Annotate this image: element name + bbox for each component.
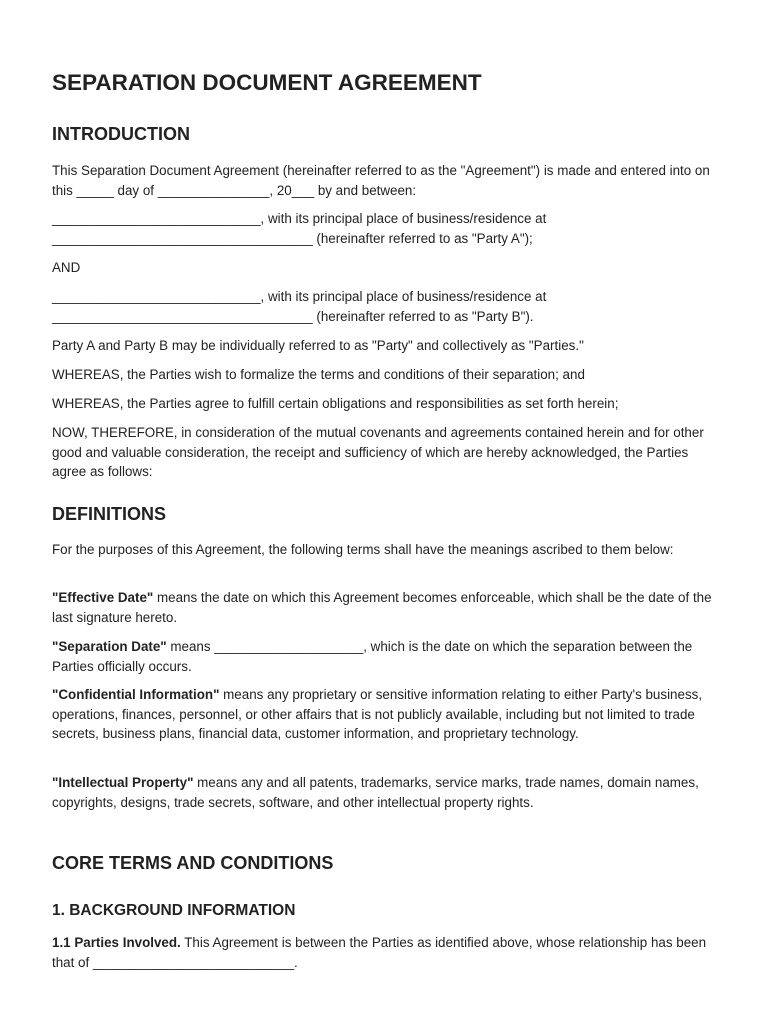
party-b-address-line: ____________________________, with its principal place of business/residence at <box>52 289 547 304</box>
clause-1-1-parties-involved <box>52 933 720 972</box>
introduction-heading: INTRODUCTION <box>52 124 190 144</box>
section-1-heading: 1. BACKGROUND INFORMATION <box>52 902 296 919</box>
definition-term: "Separation Date" <box>52 639 167 654</box>
definitions-intro-paragraph: For the purposes of this Agreement, the following terms shall have the meanings ascribed to them below: <box>52 542 674 557</box>
parties-definition-paragraph: Party A and Party B may be individually referred to as "Party" and collectively as "Parties." <box>52 338 584 353</box>
definition-term: "Effective Date" <box>52 590 154 605</box>
core-terms-heading: CORE TERMS AND CONDITIONS <box>52 853 334 873</box>
party-a-designation-line: ___________________________________ (hereinafter referred to as "Party A"); <box>52 231 533 246</box>
definition-term: "Confidential Information" <box>52 687 220 702</box>
definition-text: means ____________________, which is the date on which the separation between the Parties officially occurs. <box>52 639 693 674</box>
clause-label: 1.1 Parties Involved. <box>52 935 181 950</box>
intro-opening-paragraph: This Separation Document Agreement (hereinafter referred to as the "Agreement") is made and entered into on this _____ day of _______________, 20___ by and between: <box>52 163 710 198</box>
document-title: SEPARATION DOCUMENT AGREEMENT <box>52 70 482 95</box>
party-a-address-line: ____________________________, with its principal place of business/residence at <box>52 211 547 226</box>
definition-text: means any proprietary or sensitive information relating to either Party's business, operations, finances, personnel, or other affairs that is not publicly available, including but not limited to trade secrets, business plans, financial data, customer information, and proprietary technology. <box>52 687 703 741</box>
now-therefore-paragraph: NOW, THEREFORE, in consideration of the mutual covenants and agreements contained herein and for other good and valuable consideration, the receipt and sufficiency of which are hereby acknowledged, the Parties agree as follows: <box>52 425 704 479</box>
definition-text: means the date on which this Agreement becomes enforceable, which shall be the date of the last signature hereto. <box>52 590 712 625</box>
and-separator: AND <box>52 260 81 275</box>
whereas-clause-2: WHEREAS, the Parties agree to fulfill certain obligations and responsibilities as set forth herein; <box>52 396 619 411</box>
definition-intellectual-property <box>52 773 720 812</box>
definitions-heading: DEFINITIONS <box>52 504 167 524</box>
clause-text: This Agreement is between the Parties as identified above, whose relationship has been that of ___________________________. <box>52 935 707 970</box>
definition-effective-date <box>52 588 720 627</box>
definition-confidential-information <box>52 685 720 744</box>
definition-text: means any and all patents, trademarks, service marks, trade names, domain names, copyrights, designs, trade secrets, software, and other intellectual property rights. <box>52 775 699 810</box>
definition-term: "Intellectual Property" <box>52 775 194 790</box>
whereas-clause-1: WHEREAS, the Parties wish to formalize the terms and conditions of their separation; and <box>52 367 585 382</box>
definition-separation-date <box>52 637 720 676</box>
party-b-designation-line: ___________________________________ (hereinafter referred to as "Party B"). <box>52 309 534 324</box>
